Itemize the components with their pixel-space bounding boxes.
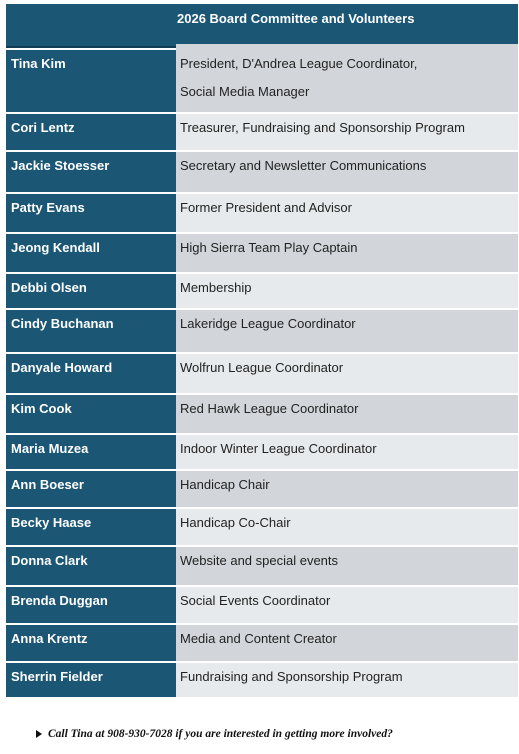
table-title: 2026 Board Committee and Volunteers	[177, 11, 415, 26]
member-role	[176, 44, 518, 112]
member-name: Cindy Buchanan	[6, 310, 176, 352]
table-row	[6, 274, 518, 310]
arrow-bullet-icon	[36, 730, 42, 738]
member-role: Fundraising and Sponsorship Program	[176, 663, 518, 697]
member-role: Former President and Advisor	[176, 194, 518, 232]
table-row	[6, 194, 518, 234]
member-role: Red Hawk League Coordinator	[176, 395, 518, 433]
member-role-line: President, D'Andrea League Coordinator,	[180, 56, 418, 71]
member-name: Brenda Duggan	[6, 587, 176, 623]
table-row	[6, 471, 518, 509]
table-row	[6, 547, 518, 587]
member-role: Secretary and Newsletter Communications	[176, 152, 518, 192]
member-role: Wolfrun League Coordinator	[176, 354, 518, 393]
member-role: Lakeridge League Coordinator	[176, 310, 518, 352]
member-role: Treasurer, Fundraising and Sponsorship Program	[176, 114, 518, 150]
table-row	[6, 152, 518, 194]
member-role: Membership	[176, 274, 518, 308]
member-name: Kim Cook	[6, 395, 176, 433]
member-role: Handicap Chair	[176, 471, 518, 507]
member-role: Handicap Co-Chair	[176, 509, 518, 545]
member-name: Sherrin Fielder	[6, 663, 176, 697]
member-role: Website and special events	[176, 547, 518, 585]
table-header	[6, 4, 518, 48]
member-name: Jackie Stoesser	[6, 152, 176, 192]
member-name: Patty Evans	[6, 194, 176, 232]
member-name: Debbi Olsen	[6, 274, 176, 308]
contact-note	[36, 728, 393, 740]
table-row	[6, 625, 518, 663]
member-name: Tina Kim	[6, 50, 176, 112]
table-row	[6, 395, 518, 435]
member-name: Anna Krentz	[6, 625, 176, 661]
member-name: Maria Muzea	[6, 435, 176, 469]
table-row	[6, 587, 518, 625]
member-role: Social Events Coordinator	[176, 587, 518, 623]
table-row	[6, 663, 518, 699]
member-name: Danyale Howard	[6, 354, 176, 393]
table-row	[6, 234, 518, 274]
member-role: Media and Content Creator	[176, 625, 518, 661]
member-role: Indoor Winter League Coordinator	[176, 435, 518, 469]
table-row	[6, 435, 518, 471]
table-row	[6, 509, 518, 547]
contact-note-text: Call Tina at 908-930-7028 if you are interested in getting more involved?	[48, 728, 393, 740]
member-role-line: Social Media Manager	[180, 84, 310, 99]
member-role: High Sierra Team Play Captain	[176, 234, 518, 272]
member-name: Jeong Kendall	[6, 234, 176, 272]
member-name: Cori Lentz	[6, 114, 176, 150]
table-row	[6, 310, 518, 354]
table-row	[6, 354, 518, 395]
table-row	[6, 50, 518, 114]
member-name: Ann Boeser	[6, 471, 176, 507]
member-name: Becky Haase	[6, 509, 176, 545]
table-row	[6, 114, 518, 152]
member-name: Donna Clark	[6, 547, 176, 585]
